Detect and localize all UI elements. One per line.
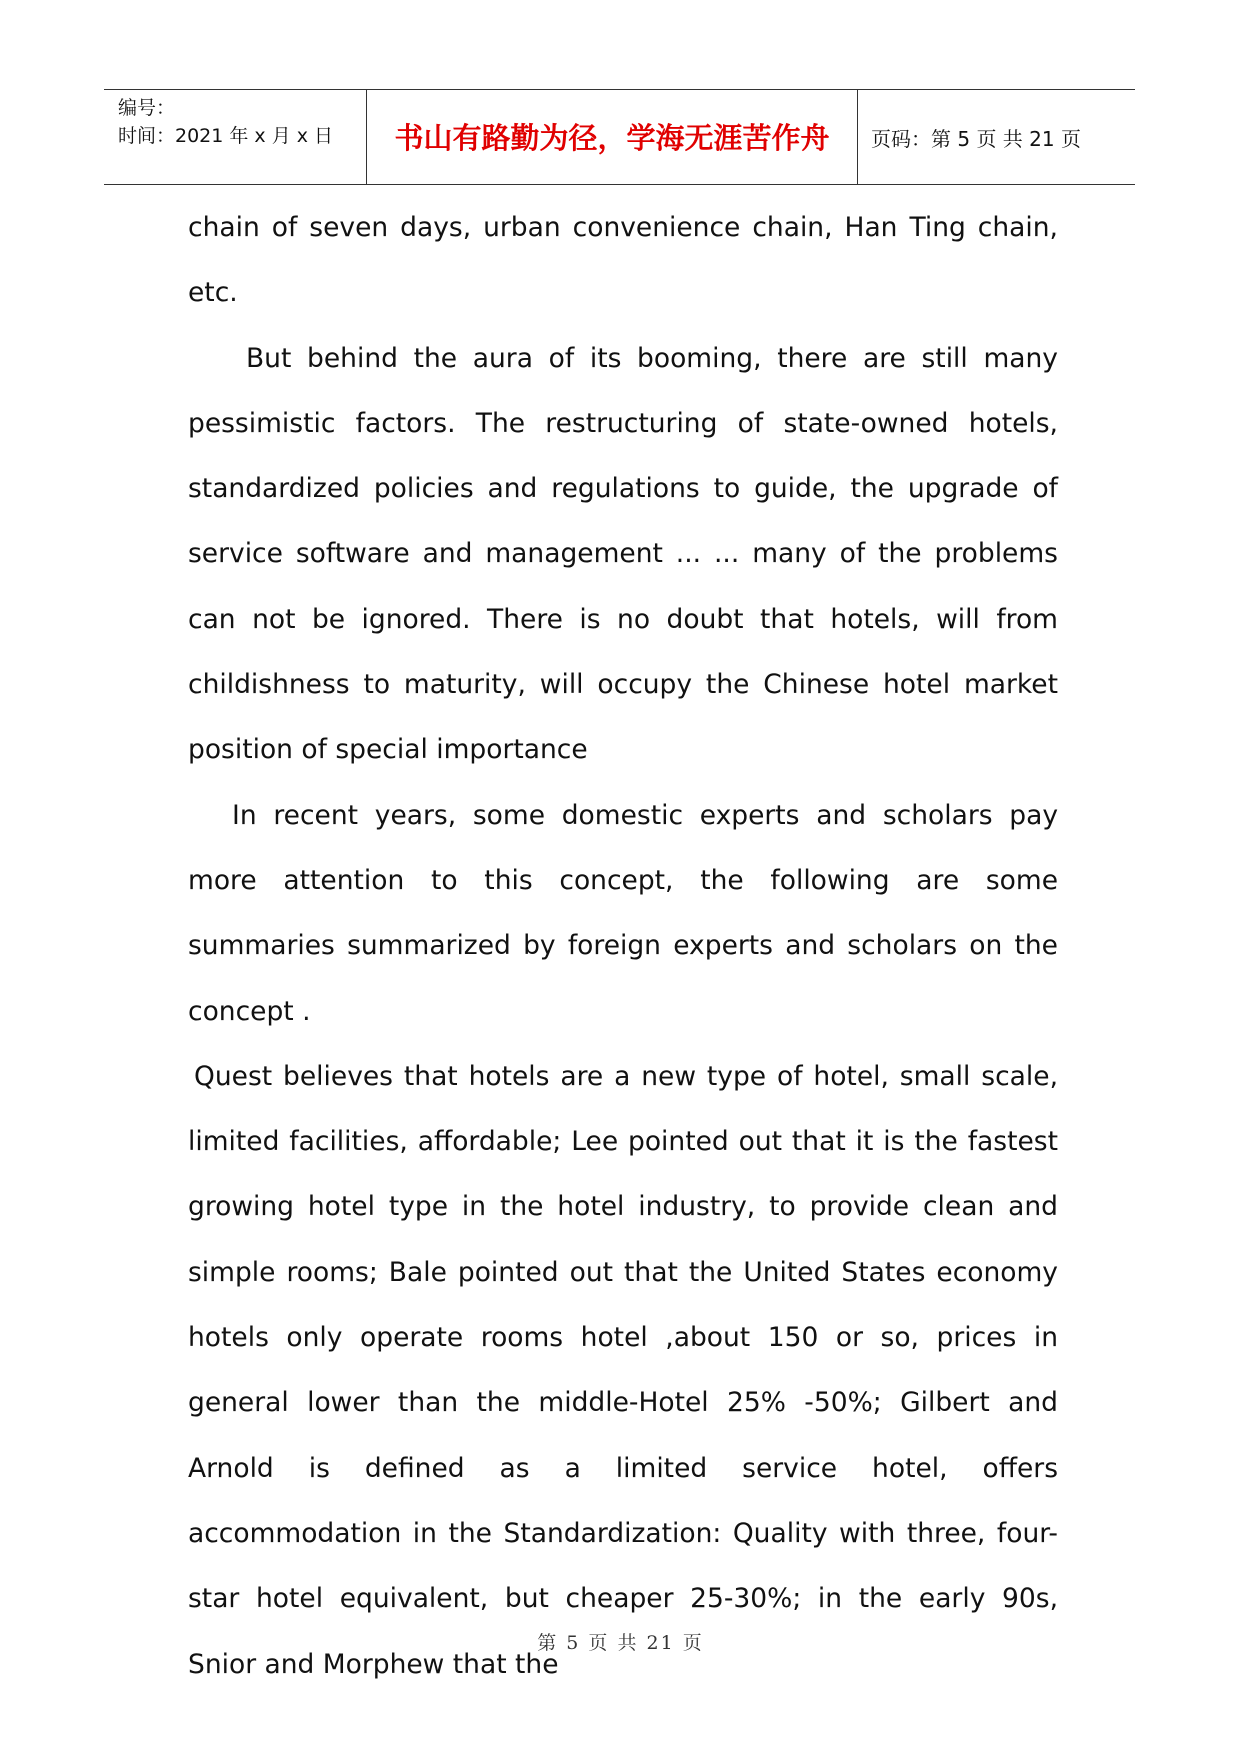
body-paragraph: In recent years, some domestic experts and scholars pay more attention to this concept, the following are some summaries summarized by foreign experts and scholars on the concept . xyxy=(188,799,1058,1027)
document-number-label: 编号： xyxy=(118,97,176,119)
header-page-number: 页码：第 5 页 共 21 页 xyxy=(871,127,1081,151)
body-paragraph: Quest believes that hotels are a new type of hotel, small scale, limited facilities, affordable; Lee pointed out that it is the fastest growing hotel type in the hotel industry, to provide clean and simple rooms; Bale pointed out that the United States economy hotels only operate rooms hotel ,about 150 or so, prices in general lower than the middle-Hotel 25% -50%; Gilbert and Arnold is defined as a limited service hotel, offers accommodation in the Standardization: Quality with three, four-star hotel equivalent, but cheaper 25-30%; in the early 90s, Snior and Morphew that the xyxy=(188,1060,1058,1680)
header-page-cell xyxy=(859,90,1135,184)
page-footer: 第 5 页 共 21 页 xyxy=(537,1632,704,1654)
header-meta-cell xyxy=(104,90,367,184)
document-body xyxy=(188,195,1058,1697)
header-motto-cell xyxy=(367,90,858,184)
body-paragraph: But behind the aura of its booming, there are still many pessimistic factors. The restructuring of state-owned hotels, standardized policies and regulations to guide, the upgrade of service software and management ... ... many of the problems can not be ignored. There is no doubt that hotels, will from childishness to maturity, will occupy the Chinese hotel market position of special importance xyxy=(188,342,1058,766)
header-motto: 书山有路勤为径，学海无涯苦作舟 xyxy=(394,121,830,155)
document-time-label: 时间：2021 年 x 月 x 日 xyxy=(118,125,334,147)
body-paragraph: chain of seven days, urban convenience chain, Han Ting chain, etc. xyxy=(188,212,1058,309)
document-header xyxy=(104,89,1135,185)
